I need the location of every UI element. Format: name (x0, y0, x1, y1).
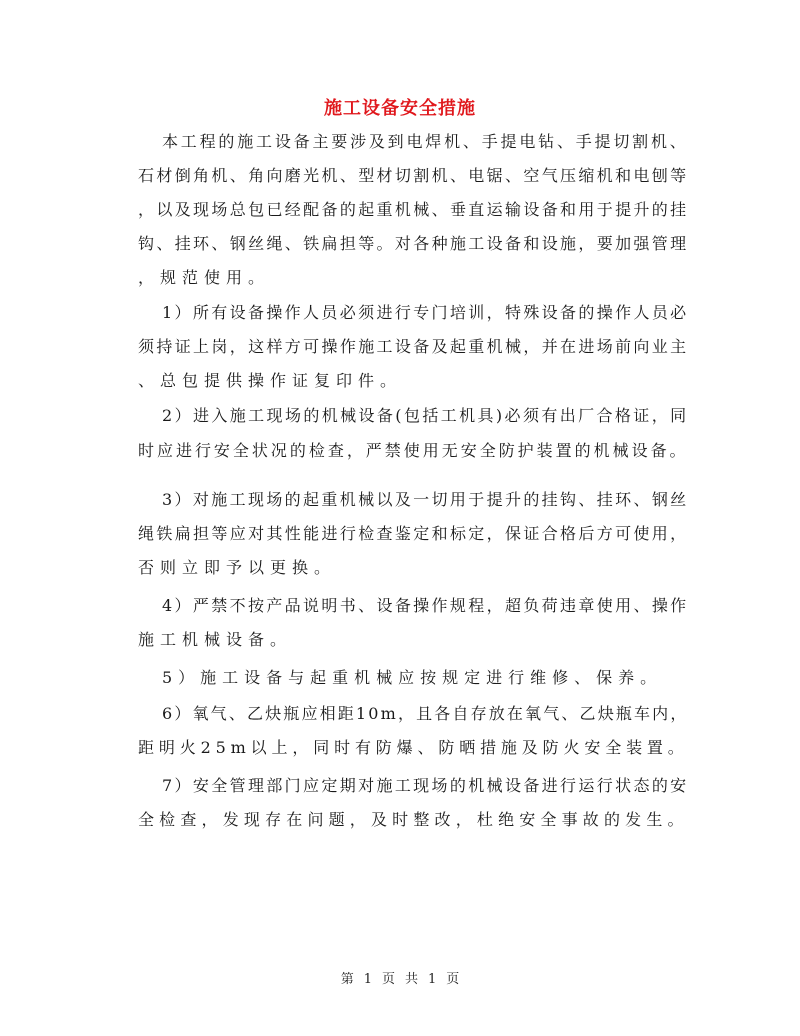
paragraph-line: 时应进行安全状况的检查，严禁使用无安全防护装置的机械设备。 (138, 441, 689, 460)
paragraph-line: 4）严禁不按产品说明书、设备操作规程，超负荷违章使用、操作 (162, 596, 689, 615)
paragraph-line: 否则立即予以更换。 (138, 558, 337, 577)
paragraph-line: 钩、挂环、钢丝绳、铁扁担等。对各种施工设备和设施，要加强管理 (138, 234, 689, 253)
paragraph-line: 7）安全管理部门应定期对施工现场的机械设备进行运行状态的安 (162, 776, 689, 795)
paragraph-line: ，规范使用。 (138, 268, 271, 287)
footer-total-label: 共 (405, 972, 419, 987)
paragraph-line: ，以及现场总包已经配备的起重机械、垂直运输设备和用于提升的挂 (138, 200, 689, 219)
paragraph-line: 2）进入施工现场的机械设备(包括工机具)必须有出厂合格证，同 (162, 406, 689, 425)
paragraph-line: 6）氧气、乙炔瓶应相距10m，且各自存放在氧气、乙炔瓶车内， (162, 704, 689, 723)
footer-page-label: 页 (381, 972, 395, 987)
paragraph-line: 1）所有设备操作人员必须进行专门培训，特殊设备的操作人员必 (162, 303, 689, 322)
paragraph-line: 本工程的施工设备主要涉及到电焊机、手提电钻、手提切割机、 (162, 132, 689, 151)
paragraph-line: 绳铁扁担等应对其性能进行检查鉴定和标定，保证合格后方可使用， (138, 524, 689, 543)
paragraph-line: 、总包提供操作证复印件。 (138, 371, 403, 390)
page-footer (0, 968, 800, 987)
paragraph-line: 5）施工设备与起重机械应按规定进行维修、保养。 (162, 668, 663, 687)
paragraph-line: 须持证上岗，这样方可操作施工设备及起重机械，并在进场前向业主 (138, 337, 689, 356)
paragraph-line: 距明火25m以上，同时有防爆、防晒措施及防火安全装置。 (138, 738, 689, 757)
document-title: 施工设备安全措施 (324, 98, 476, 119)
paragraph-line: 施工机械设备。 (138, 630, 293, 649)
paragraph-line: 全检查，发现存在问题，及时整改，杜绝安全事故的发生。 (138, 810, 689, 829)
footer-total-pages: 1 (428, 972, 437, 987)
footer-page-number: 1 (363, 972, 372, 987)
footer-suffix: 页 (446, 972, 460, 987)
paragraph-line: 石材倒角机、角向磨光机、型材切割机、电锯、空气压缩机和电刨等 (138, 166, 689, 185)
footer-prefix: 第 (340, 972, 354, 987)
paragraph-line: 3）对施工现场的起重机械以及一切用于提升的挂钩、挂环、钢丝 (162, 490, 689, 509)
